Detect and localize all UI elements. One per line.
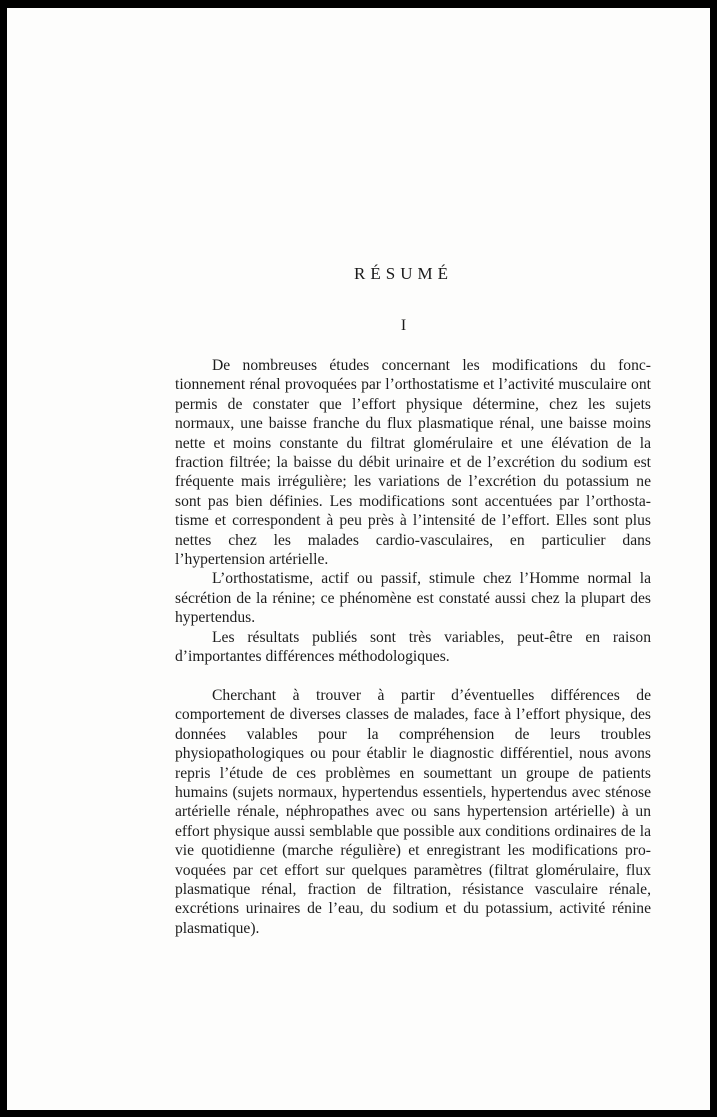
body-text	[175, 356, 651, 938]
section-number: I	[400, 317, 407, 334]
page-title: RÉSUMÉ	[354, 264, 453, 283]
paragraph: Cherchant à trouver à partir d’éventuelles différences de comportement de diverses classes de malades, face à l’effort physique, des données valables pour la compréhension de leurs troubles physiopathologiques ou pour établir le diagnostic différentiel, nous avons repris l’étude de ces problèmes en soumettant un groupe de patients humains (sujets normaux, hypertendus essentiels, hypertendus avec sténose artérielle rénale, néphropathes avec ou sans hypertension artérielle) à un effort physique aussi semblable que possible aux conditions ordinaires de la vie quotidienne (marche régulière) et enregistrant les modifications provoquées par cet effort sur quelques paramètres (filtrat glomérulaire, flux plasmatique rénal, fraction de filtration, résistance vasculaire rénale, excrétions urinaires de l’eau, du sodium et du potassium, activité rénine plasmatique).	[175, 686, 651, 937]
paragraph: L’orthostatisme, actif ou passif, stimule chez l’Homme normal la sécrétion de la rénine; ce phénomène est constaté aussi chez la plupart des hypertendus.	[175, 570, 651, 627]
paragraph: Les résultats publiés sont très variables, peut-être en raison d’importantes différences méthodologiques.	[175, 628, 651, 666]
document-page	[7, 8, 710, 1110]
paragraph: De nombreuses études concernant les modifications du fonctionnement rénal provoquées par l’orthostatisme et l’activité musculaire ont permis de constater que l’effort physique détermine, chez les sujets normaux, une baisse franche du flux plasmatique rénal, une baisse moins nette et moins constante du filtrat glomérulaire et une élévation de la fraction filtrée; la baisse du débit urinaire et de l’excrétion du sodium est fréquente mais irrégulière; les variations de l’excrétion du potassium ne sont pas bien définies. Les modifications sont accentuées par l’orthostatisme et correspondent à peu près à l’intensité de l’effort. Elles sont plus nettes chez les malades cardio-vasculaires, en particulier dans l’hypertension artérielle.	[175, 357, 651, 569]
